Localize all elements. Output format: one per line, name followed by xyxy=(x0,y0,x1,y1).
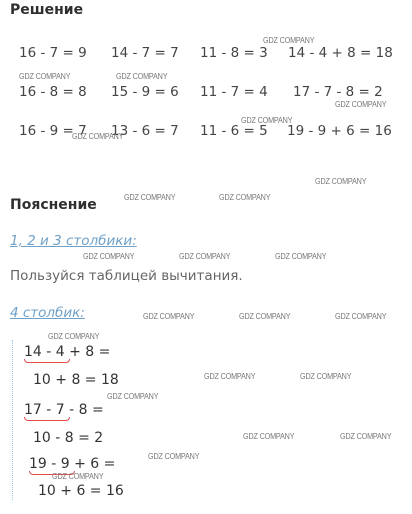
work-2-brace xyxy=(24,417,70,421)
equation-r2c4: 17 - 7 - 8 = 2 xyxy=(293,84,383,100)
watermark: GDZ COMPANY xyxy=(72,131,124,141)
work-1-brace xyxy=(24,359,70,363)
watermark: GDZ COMPANY xyxy=(179,251,231,261)
equation-r2c2: 15 - 9 = 6 xyxy=(111,84,179,100)
watermark: GDZ COMPANY xyxy=(340,431,392,441)
watermark: GDZ COMPANY xyxy=(204,371,256,381)
watermark: GDZ COMPANY xyxy=(19,71,71,81)
watermark: GDZ COMPANY xyxy=(48,331,100,341)
equation-r1c2: 14 - 7 = 7 xyxy=(111,45,179,61)
watermark: GDZ COMPANY xyxy=(124,192,176,202)
watermark: GDZ COMPANY xyxy=(243,431,295,441)
equation-r1c1: 16 - 7 = 9 xyxy=(19,45,87,61)
watermark: GDZ COMPANY xyxy=(107,391,159,401)
equation-r2c1: 16 - 8 = 8 xyxy=(19,84,87,100)
watermark: GDZ COMPANY xyxy=(241,115,293,125)
columns-1-3-text: Пользуйся таблицей вычитания. xyxy=(10,268,243,284)
watermark: GDZ COMPANY xyxy=(83,251,135,261)
watermark: GDZ COMPANY xyxy=(315,176,367,186)
watermark: GDZ COMPANY xyxy=(148,451,200,461)
equation-r3c4: 19 - 9 + 6 = 16 xyxy=(287,123,392,139)
margin-guide-line xyxy=(12,340,13,500)
watermark: GDZ COMPANY xyxy=(335,99,387,109)
watermark: GDZ COMPANY xyxy=(239,311,291,321)
watermark: GDZ COMPANY xyxy=(335,311,387,321)
watermark: GDZ COMPANY xyxy=(263,35,315,45)
watermark: GDZ COMPANY xyxy=(219,192,271,202)
work-3-expression: 19 - 9 + 6 = xyxy=(29,456,116,472)
work-2-expression: 17 - 7 - 8 = xyxy=(24,402,104,418)
equation-r2c3: 11 - 7 = 4 xyxy=(200,84,268,100)
solution-heading: Решение xyxy=(10,2,84,18)
work-1-result: 10 + 8 = 18 xyxy=(33,372,119,388)
watermark: GDZ COMPANY xyxy=(52,471,104,481)
work-1-expression: 14 - 4 + 8 = xyxy=(24,344,111,360)
equation-r1c4: 14 - 4 + 8 = 18 xyxy=(288,45,393,61)
watermark: GDZ COMPANY xyxy=(143,311,195,321)
equation-r3c3: 11 - 6 = 5 xyxy=(200,123,268,139)
equation-r3c2: 13 - 6 = 7 xyxy=(111,123,179,139)
work-3-result: 10 + 6 = 16 xyxy=(38,483,124,499)
explanation-heading: Пояснение xyxy=(10,197,97,213)
watermark: GDZ COMPANY xyxy=(275,251,327,261)
equation-r3c1: 16 - 9 = 7 xyxy=(19,123,87,139)
watermark: GDZ COMPANY xyxy=(116,71,168,81)
columns-1-3-label: 1, 2 и 3 столбики: xyxy=(10,233,137,249)
watermark: GDZ COMPANY xyxy=(300,371,352,381)
column-4-label: 4 столбик: xyxy=(10,305,85,321)
work-2-result: 10 - 8 = 2 xyxy=(33,430,104,446)
equation-r1c3: 11 - 8 = 3 xyxy=(200,45,268,61)
